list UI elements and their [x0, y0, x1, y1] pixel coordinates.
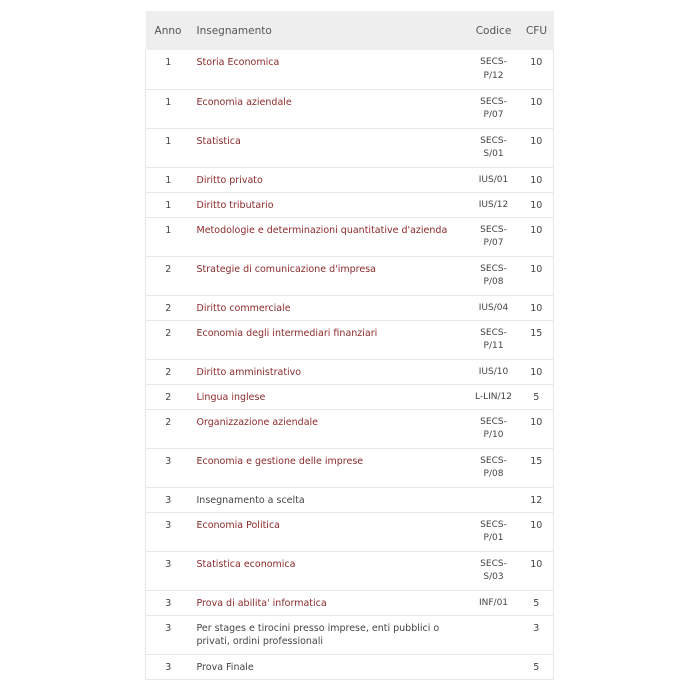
course-link[interactable]: Prova di abilita' informatica [196, 597, 327, 609]
cell-anno: 2 [146, 409, 191, 448]
course-label: Per stages e tirocini presso imprese, enti pubblici o privati, ordini professionali [196, 622, 440, 647]
cell-cfu: 10 [520, 50, 554, 89]
table-row [146, 512, 554, 551]
code-line-1: SECS- [480, 558, 507, 569]
cell-anno: 3 [146, 487, 191, 512]
cell-anno: 3 [146, 590, 191, 615]
cell-cfu: 10 [520, 167, 554, 192]
cell-insegnamento [191, 256, 468, 295]
table-row [146, 128, 554, 167]
cell-cfu: 10 [520, 295, 554, 320]
cell-codice [468, 295, 520, 320]
code-line-1: IUS/10 [478, 366, 509, 377]
cell-cfu: 15 [520, 320, 554, 359]
cell-anno: 2 [146, 256, 191, 295]
cell-anno: 1 [146, 89, 191, 128]
cell-insegnamento [191, 320, 468, 359]
code-line-2: P/01 [483, 533, 504, 543]
course-label: Insegnamento a scelta [196, 494, 305, 506]
table-row [146, 192, 554, 217]
table-row [146, 256, 554, 295]
table-row [146, 551, 554, 590]
header-row [146, 11, 554, 50]
cell-codice [468, 167, 520, 192]
cell-cfu: 5 [520, 654, 554, 679]
cell-codice [468, 654, 520, 679]
code-line-2: P/07 [483, 110, 504, 120]
table-header [146, 11, 554, 50]
cell-anno: 1 [146, 128, 191, 167]
code-line-1: SECS- [480, 96, 507, 107]
cell-anno: 1 [146, 50, 191, 89]
cell-codice [468, 89, 520, 128]
cell-cfu: 10 [520, 192, 554, 217]
cell-codice [468, 448, 520, 487]
cell-cfu: 15 [520, 448, 554, 487]
table-row [146, 89, 554, 128]
cell-anno: 3 [146, 448, 191, 487]
course-link[interactable]: Statistica [196, 135, 241, 147]
cell-cfu: 5 [520, 590, 554, 615]
code-line-2: P/08 [483, 277, 504, 287]
table-row [146, 590, 554, 615]
code-line-2: P/10 [483, 430, 504, 440]
course-link[interactable]: Diritto privato [196, 174, 263, 186]
cell-codice [468, 192, 520, 217]
cell-anno: 2 [146, 295, 191, 320]
cell-cfu: 10 [520, 359, 554, 384]
table-row [146, 654, 554, 679]
code-line-2: P/07 [483, 238, 504, 248]
table-row [146, 359, 554, 384]
code-line-1: SECS- [480, 224, 507, 235]
course-link[interactable]: Economia Politica [196, 519, 280, 531]
code-line-1: SECS- [480, 57, 507, 67]
cell-insegnamento [191, 409, 468, 448]
code-line-1: SECS- [480, 263, 507, 274]
cell-anno: 3 [146, 551, 191, 590]
cell-codice [468, 384, 520, 409]
course-link[interactable]: Organizzazione aziendale [196, 416, 318, 428]
cell-insegnamento [191, 167, 468, 192]
cell-cfu: 10 [520, 217, 554, 256]
cell-codice [468, 256, 520, 295]
table-row [146, 409, 554, 448]
curriculum-table [145, 11, 554, 680]
code-line-1: INF/01 [478, 597, 509, 608]
code-line-2: S/03 [483, 572, 504, 582]
cell-anno: 3 [146, 615, 191, 654]
cell-cfu: 10 [520, 512, 554, 551]
cell-cfu: 3 [520, 615, 554, 654]
cell-insegnamento [191, 192, 468, 217]
cell-codice [468, 50, 520, 89]
course-link[interactable]: Economia degli intermediari finanziari [196, 327, 378, 339]
cell-cfu: 12 [520, 487, 554, 512]
code-line-1: SECS- [480, 455, 507, 466]
cell-insegnamento [191, 448, 468, 487]
cell-cfu: 5 [520, 384, 554, 409]
code-line-1: L-LIN/12 [475, 391, 512, 402]
code-line-1: SECS- [480, 416, 507, 427]
code-line-1: SECS- [480, 519, 507, 530]
cell-cfu: 10 [520, 409, 554, 448]
table-row [146, 217, 554, 256]
cell-codice [468, 320, 520, 359]
cell-insegnamento [191, 590, 468, 615]
cell-anno: 2 [146, 320, 191, 359]
cell-anno: 3 [146, 512, 191, 551]
code-line-2: P/11 [483, 341, 504, 351]
table-row [146, 50, 554, 89]
course-link[interactable]: Diritto amministrativo [196, 366, 302, 378]
cell-insegnamento [191, 128, 468, 167]
cell-insegnamento [191, 295, 468, 320]
cell-insegnamento [191, 615, 468, 654]
course-link[interactable]: Economia e gestione delle imprese [196, 455, 364, 467]
cell-anno: 1 [146, 192, 191, 217]
code-line-2: P/12 [483, 70, 504, 81]
code-line-1: SECS- [480, 327, 507, 338]
table-row [146, 615, 554, 654]
cell-codice [468, 487, 520, 512]
table-body [146, 50, 554, 679]
code-line-1: IUS/12 [478, 199, 509, 210]
header-codice: Codice [468, 11, 520, 50]
cell-cfu: 10 [520, 128, 554, 167]
cell-codice [468, 590, 520, 615]
cell-insegnamento [191, 359, 468, 384]
cell-insegnamento [191, 50, 468, 89]
table-row [146, 487, 554, 512]
cell-anno: 1 [146, 217, 191, 256]
course-link[interactable]: Economia aziendale [196, 96, 292, 108]
table-row [146, 320, 554, 359]
cell-insegnamento [191, 89, 468, 128]
course-label: Prova Finale [196, 661, 254, 673]
code-line-1: IUS/01 [478, 174, 509, 185]
cell-codice [468, 409, 520, 448]
cell-insegnamento [191, 654, 468, 679]
cell-codice [468, 512, 520, 551]
cell-insegnamento [191, 551, 468, 590]
table-row [146, 384, 554, 409]
curriculum-table-container [145, 11, 553, 680]
cell-anno: 2 [146, 384, 191, 409]
table-row [146, 448, 554, 487]
cell-anno: 1 [146, 167, 191, 192]
course-link[interactable]: Lingua inglese [196, 391, 266, 403]
cell-codice [468, 359, 520, 384]
cell-codice [468, 551, 520, 590]
cell-insegnamento [191, 487, 468, 512]
table-row [146, 295, 554, 320]
cell-cfu: 10 [520, 256, 554, 295]
table-row [146, 167, 554, 192]
cell-insegnamento [191, 217, 468, 256]
header-cfu: CFU [520, 11, 554, 50]
cell-cfu: 10 [520, 89, 554, 128]
course-link[interactable]: Metodologie e determinazioni quantitative d'azienda [196, 224, 448, 236]
code-line-1: SECS- [480, 135, 507, 146]
code-line-2: S/01 [483, 149, 504, 159]
course-link[interactable]: Diritto tributario [196, 199, 274, 211]
cell-cfu: 10 [520, 551, 554, 590]
course-link[interactable]: Statistica economica [196, 558, 296, 570]
course-link[interactable]: Diritto commerciale [196, 302, 291, 314]
course-link[interactable]: Storia Economica [196, 57, 280, 68]
course-link[interactable]: Strategie di comunicazione d'impresa [196, 263, 376, 275]
header-anno: Anno [146, 11, 191, 50]
cell-insegnamento [191, 384, 468, 409]
header-insegnamento: Insegnamento [191, 11, 468, 50]
code-line-1: IUS/04 [478, 302, 509, 313]
cell-codice [468, 128, 520, 167]
cell-insegnamento [191, 512, 468, 551]
cell-anno: 3 [146, 654, 191, 679]
cell-codice [468, 217, 520, 256]
cell-codice [468, 615, 520, 654]
cell-anno: 2 [146, 359, 191, 384]
code-line-2: P/08 [483, 469, 504, 479]
